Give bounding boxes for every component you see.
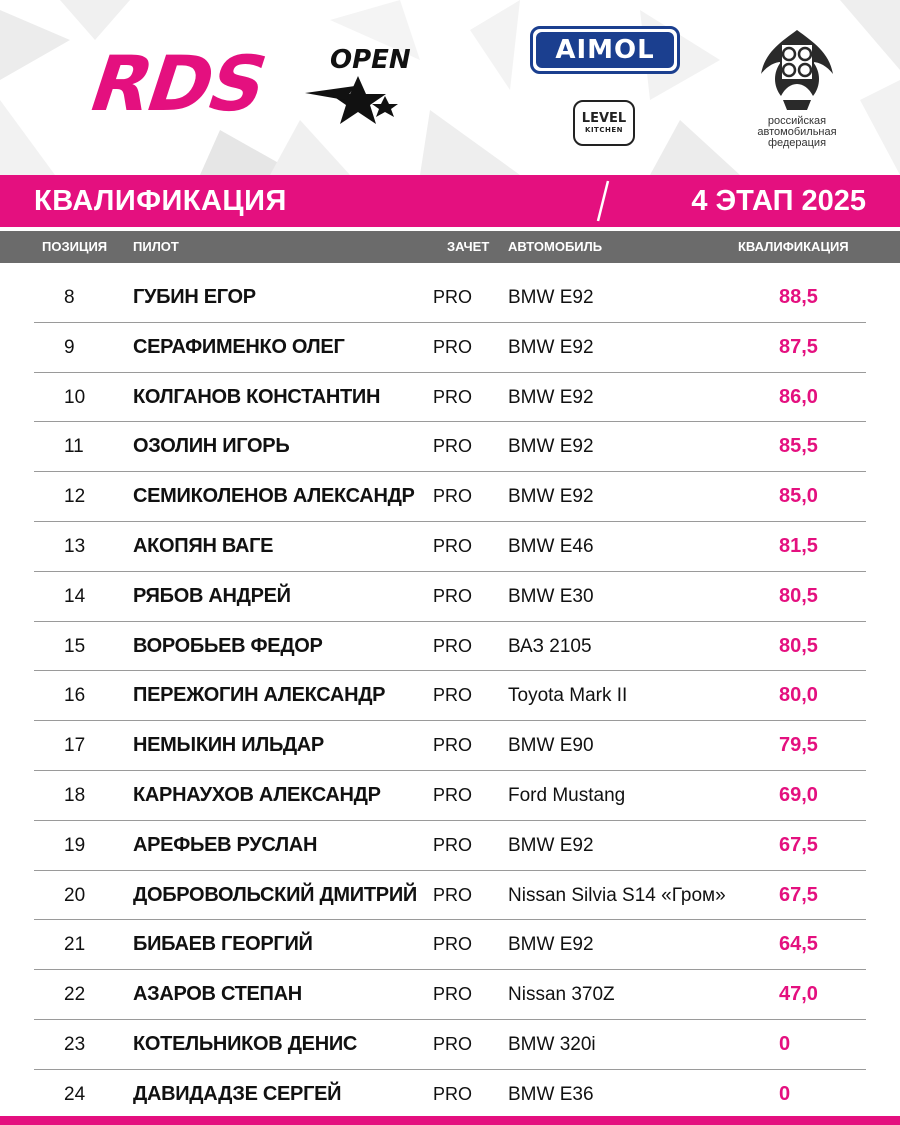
table-row [34,970,866,1020]
header-car: АВТОМОБИЛЬ [508,239,603,254]
cell-pilot: КОТЕЛЬНИКОВ ДЕНИС [133,1032,358,1055]
cell-score: 69,0 [779,783,818,806]
cell-score: 80,5 [779,584,818,607]
cell-score: 79,5 [779,734,818,757]
cell-position: 20 [64,884,86,906]
cell-position: 17 [64,735,86,757]
cell-car: Toyota Mark II [508,685,628,707]
cell-score: 85,0 [779,485,818,508]
table-row [34,373,866,423]
cell-class: PRO [433,934,473,955]
cell-pilot: ГУБИН ЕГОР [133,286,256,308]
cell-pilot: КАРНАУХОВ АЛЕКСАНДР [133,783,381,806]
header-position: ПОЗИЦИЯ [42,239,108,254]
cell-class: PRO [433,735,473,756]
table-row [34,422,866,472]
cell-pilot: БИБАЕВ ГЕОРГИЙ [133,933,313,956]
rds-open-logo [80,38,440,128]
raf-name-line2: автомобильная [757,126,837,138]
cell-score: 86,0 [779,385,818,408]
table-row [34,273,866,323]
cell-class: PRO [433,1083,473,1104]
cell-score: 80,0 [779,684,818,707]
cell-car: BMW E92 [508,336,594,358]
aimol-sponsor-logo [530,26,680,74]
cell-pilot: НЕМЫКИН ИЛЬДАР [133,734,324,757]
table-row [34,1070,866,1120]
header-pilot: ПИЛОТ [133,239,179,254]
raf-federation-logo [742,22,852,172]
cell-position: 13 [64,535,86,557]
cell-score: 47,0 [779,983,818,1006]
header-qualification: КВАЛИФИКАЦИЯ [738,239,849,254]
cell-class: PRO [433,535,473,556]
cell-class: PRO [433,784,473,805]
aimol-logo-text: AIMOL [536,32,674,68]
cell-pilot: ДОБРОВОЛЬСКИЙ ДМИТРИЙ [133,883,417,906]
table-row [34,920,866,970]
cell-car: Nissan 370Z [508,984,615,1006]
cell-class: PRO [433,884,473,905]
cell-class: PRO [433,685,473,706]
cell-pilot: ПЕРЕЖОГИН АЛЕКСАНДР [133,684,386,707]
raf-name [742,116,852,149]
cell-pilot: АКОПЯН ВАГЕ [133,534,274,557]
table-row [34,572,866,622]
cell-score: 67,5 [779,883,818,906]
stage-title: 4 ЭТАП 2025 [691,185,866,217]
cell-class: PRO [433,386,473,407]
cell-class: PRO [433,585,473,606]
table-header [0,231,900,263]
cell-score: 85,5 [779,435,818,458]
cell-pilot: ВОРОБЬЕВ ФЕДОР [133,634,323,657]
cell-score: 81,5 [779,534,818,557]
cell-car: BMW E92 [508,287,594,308]
cell-pilot: РЯБОВ АНДРЕЙ [133,584,291,607]
cell-car: Ford Mustang [508,784,626,806]
cell-class: PRO [433,287,473,307]
cell-class: PRO [433,336,473,357]
cell-position: 12 [64,486,86,508]
cell-position: 10 [64,386,86,408]
rds-logo-text: RDS [80,40,278,128]
cell-score: 87,5 [779,335,818,358]
level-logo-text: LEVEL [581,110,627,126]
cell-car: BMW E92 [508,834,594,856]
table-row [34,821,866,871]
header-class: ЗАЧЕТ [447,239,490,254]
cell-car: BMW E92 [508,436,594,458]
cell-pilot: АРЕФЬЕВ РУСЛАН [133,833,318,856]
cell-position: 14 [64,585,86,607]
cell-car: BMW E92 [508,934,594,956]
cell-position: 9 [64,336,75,358]
bottom-accent-bar [0,1116,900,1125]
title-bar [0,175,900,227]
cell-car: BMW 320i [508,1033,596,1055]
cell-pilot: СЕРАФИМЕНКО ОЛЕГ [133,335,345,358]
star-icon [330,76,386,124]
cell-car: BMW E36 [508,1083,594,1105]
cell-position: 18 [64,784,86,806]
raf-name-line1: российская [767,115,827,127]
cell-pilot: АЗАРОВ СТЕПАН [133,983,302,1006]
cell-pilot: СЕМИКОЛЕНОВ АЛЕКСАНДР [133,485,415,508]
cell-position: 22 [64,984,86,1006]
cell-score: 67,5 [779,833,818,856]
cell-score: 88,5 [779,286,818,308]
cell-class: PRO [433,1033,473,1054]
page-title: КВАЛИФИКАЦИЯ [34,185,287,217]
table-row [34,721,866,771]
cell-car: BMW E92 [508,386,594,408]
cell-class: PRO [433,984,473,1005]
cell-score: 80,5 [779,634,818,657]
cell-car: BMW E92 [508,486,594,508]
cell-position: 11 [64,436,84,458]
raf-emblem-icon [751,22,843,114]
cell-class: PRO [433,486,473,507]
raf-name-line3: федерация [767,137,827,149]
cell-position: 23 [64,1033,86,1055]
cell-car: BMW E30 [508,585,594,607]
cell-car: BMW E46 [508,535,594,557]
table-row [34,522,866,572]
cell-pilot: ДАВИДАДЗЕ СЕРГЕЙ [133,1082,342,1105]
cell-car: BMW E90 [508,735,594,757]
cell-position: 8 [64,287,75,308]
cell-position: 19 [64,834,86,856]
results-table [0,273,900,1120]
cell-class: PRO [433,436,473,457]
cell-score: 64,5 [779,933,818,956]
cell-car: ВАЗ 2105 [508,635,592,657]
cell-pilot: КОЛГАНОВ КОНСТАНТИН [133,385,381,408]
table-row [34,622,866,672]
cell-score: 0 [779,1032,791,1055]
table-row [34,671,866,721]
table-row [34,871,866,921]
title-divider-slash [596,175,610,227]
cell-position: 16 [64,685,86,707]
cell-pilot: ОЗОЛИН ИГОРЬ [133,435,290,458]
cell-car: Nissan Silvia S14 «Гром» [508,884,726,906]
cell-position: 15 [64,635,86,657]
kitchen-logo-text: KITCHEN [585,125,623,134]
open-logo-text: OPEN [330,45,411,75]
table-row [34,771,866,821]
table-row [34,1020,866,1070]
table-row [34,323,866,373]
cell-class: PRO [433,834,473,855]
cell-score: 0 [779,1082,791,1105]
cell-class: PRO [433,635,473,656]
cell-position: 21 [64,934,86,956]
level-kitchen-sponsor-logo [573,100,635,146]
cell-position: 24 [64,1083,86,1105]
table-row [34,472,866,522]
